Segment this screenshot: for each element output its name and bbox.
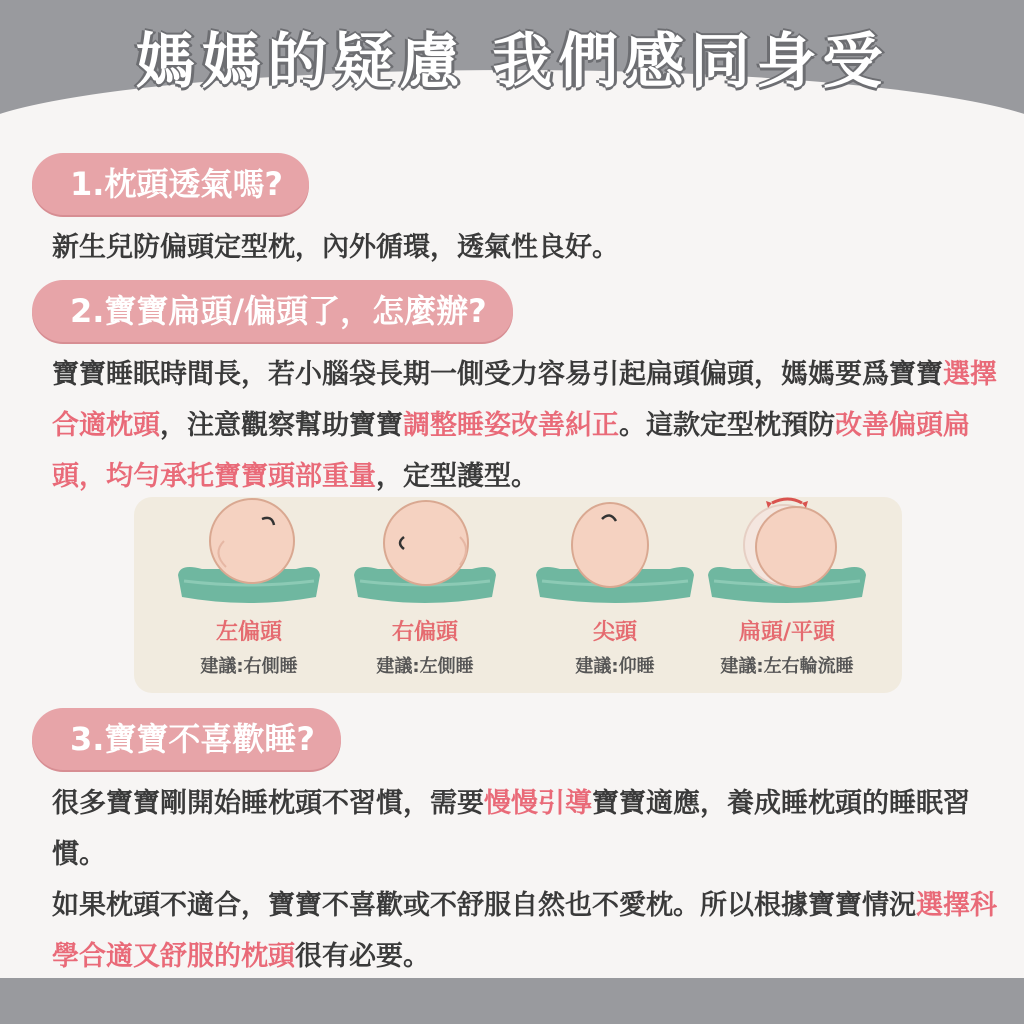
head-type-right — [340, 497, 510, 693]
head-type-pointed — [530, 497, 700, 693]
baby-head-left-icon — [164, 497, 334, 615]
head-type-advice: 建議:左右輪流睡 — [720, 656, 854, 677]
highlight-guide-slowly: 慢慢引導 — [484, 788, 592, 819]
highlight-choose-pillow: 選擇合適枕頭 — [52, 359, 997, 441]
head-type-left — [164, 497, 334, 693]
section-3-heading: 3.寶寶不喜歡睡? — [32, 708, 341, 770]
head-type-advice: 建議:仰睡 — [575, 656, 655, 677]
page-title: 媽媽的疑慮 我們感同身受 — [135, 27, 889, 97]
section-3-text: 很多寶寶剛開始睡枕頭不習慣，需要慢慢引導寶寶適應，養成睡枕頭的睡眠習慣。 如果枕頭不適合，寶寶不喜歡或不舒服自然也不愛枕。所以根據寶寶情況選擇科學合適又舒服的枕頭很有必要。 — [52, 788, 997, 972]
baby-head-flat-icon — [702, 497, 872, 615]
head-type-flat — [702, 497, 872, 693]
section-1-text: 新生兒防偏頭定型枕，內外循環，透氣性良好。 — [52, 232, 619, 263]
highlight-choose-comfortable-pillow: 選擇科學合適又舒服的枕頭 — [52, 890, 997, 972]
head-type-name: 左偏頭 — [215, 620, 282, 645]
section-2-text: 寶寶睡眠時間長，若小腦袋長期一側受力容易引起扁頭偏頭，媽媽要爲寶寶選擇合適枕頭，注意觀察幫助寶寶調整睡姿改善糾正。這款定型枕預防改善偏頭扁頭，均勻承托寶寶頭部重量，定型護型。 — [52, 359, 997, 492]
baby-head-right-icon — [340, 497, 510, 615]
baby-head-pointed-icon — [530, 497, 700, 615]
section-1-heading: 1.枕頭透氣嗎? — [32, 153, 309, 215]
highlight-improve-shape: 改善偏頭扁頭，均勻承托寶寶頭部重量 — [52, 410, 970, 492]
head-type-name: 右偏頭 — [391, 620, 458, 645]
head-type-name: 扁頭/平頭 — [738, 620, 836, 645]
head-type-panel — [134, 497, 902, 693]
section-2-heading: 2.寶寶扁頭/偏頭了，怎麼辦? — [32, 280, 513, 342]
highlight-adjust-posture: 調整睡姿改善糾正 — [403, 410, 619, 441]
head-type-advice: 建議:左側睡 — [376, 656, 474, 677]
head-type-name: 尖頭 — [592, 620, 637, 645]
head-type-advice: 建議:右側睡 — [200, 656, 298, 677]
footer-bar — [0, 978, 1024, 1024]
